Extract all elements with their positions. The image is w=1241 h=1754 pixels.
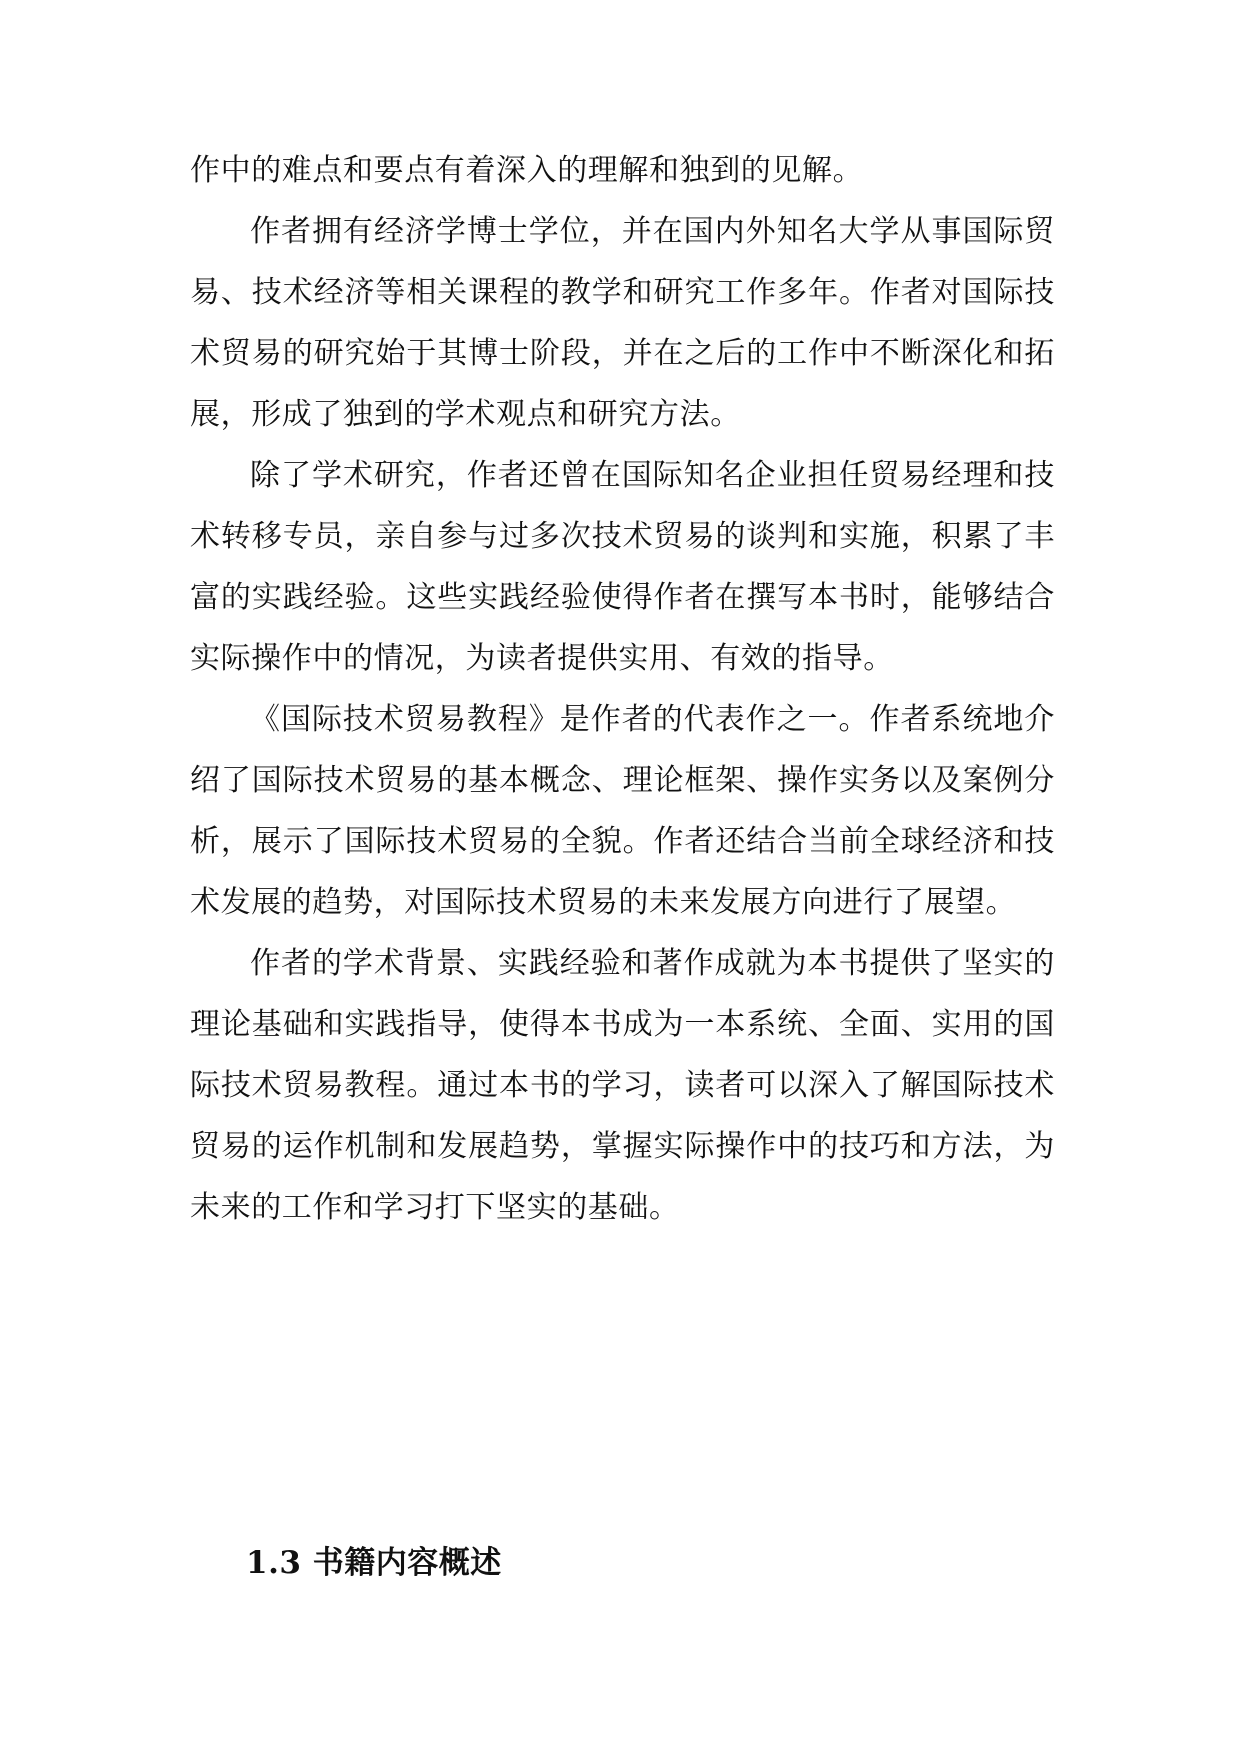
paragraph-representative-work: 《国际技术贸易教程》是作者的代表作之一。作者系统地介绍了国际技术贸易的基本概念、理论框架、操作实务以及案例分析，展示了国际技术贸易的全貌。作者还结合当前全球经济和技术发展的趋势，对国际技术贸易的未来发展方向进行了展望。 — [190, 702, 1055, 920]
paragraph-practical-experience: 除了学术研究，作者还曾在国际知名企业担任贸易经理和技术转移专员，亲自参与过多次技术贸易的谈判和实施，积累了丰富的实践经验。这些实践经验使得作者在撰写本书时，能够结合实际操作中的情况，为读者提供实用、有效的指导。 — [190, 458, 1055, 676]
paragraph-continuation: 作中的难点和要点有着深入的理解和独到的见解。 — [190, 153, 864, 188]
paragraph-author-background: 作者拥有经济学博士学位，并在国内外知名大学从事国际贸易、技术经济等相关课程的教学和研究工作多年。作者对国际技术贸易的研究始于其博士阶段，并在之后的工作中不断深化和拓展，形成了独到的学术观点和研究方法。 — [190, 214, 1055, 432]
body-text — [190, 140, 1055, 1238]
paragraph-summary: 作者的学术背景、实践经验和著作成就为本书提供了坚实的理论基础和实践指导，使得本书成为一本系统、全面、实用的国际技术贸易教程。通过本书的学习，读者可以深入了解国际技术贸易的运作机制和发展趋势，掌握实际操作中的技巧和方法，为未来的工作和学习打下坚实的基础。 — [190, 946, 1055, 1225]
section-heading: 1.3 书籍内容概述 — [246, 1545, 502, 1581]
